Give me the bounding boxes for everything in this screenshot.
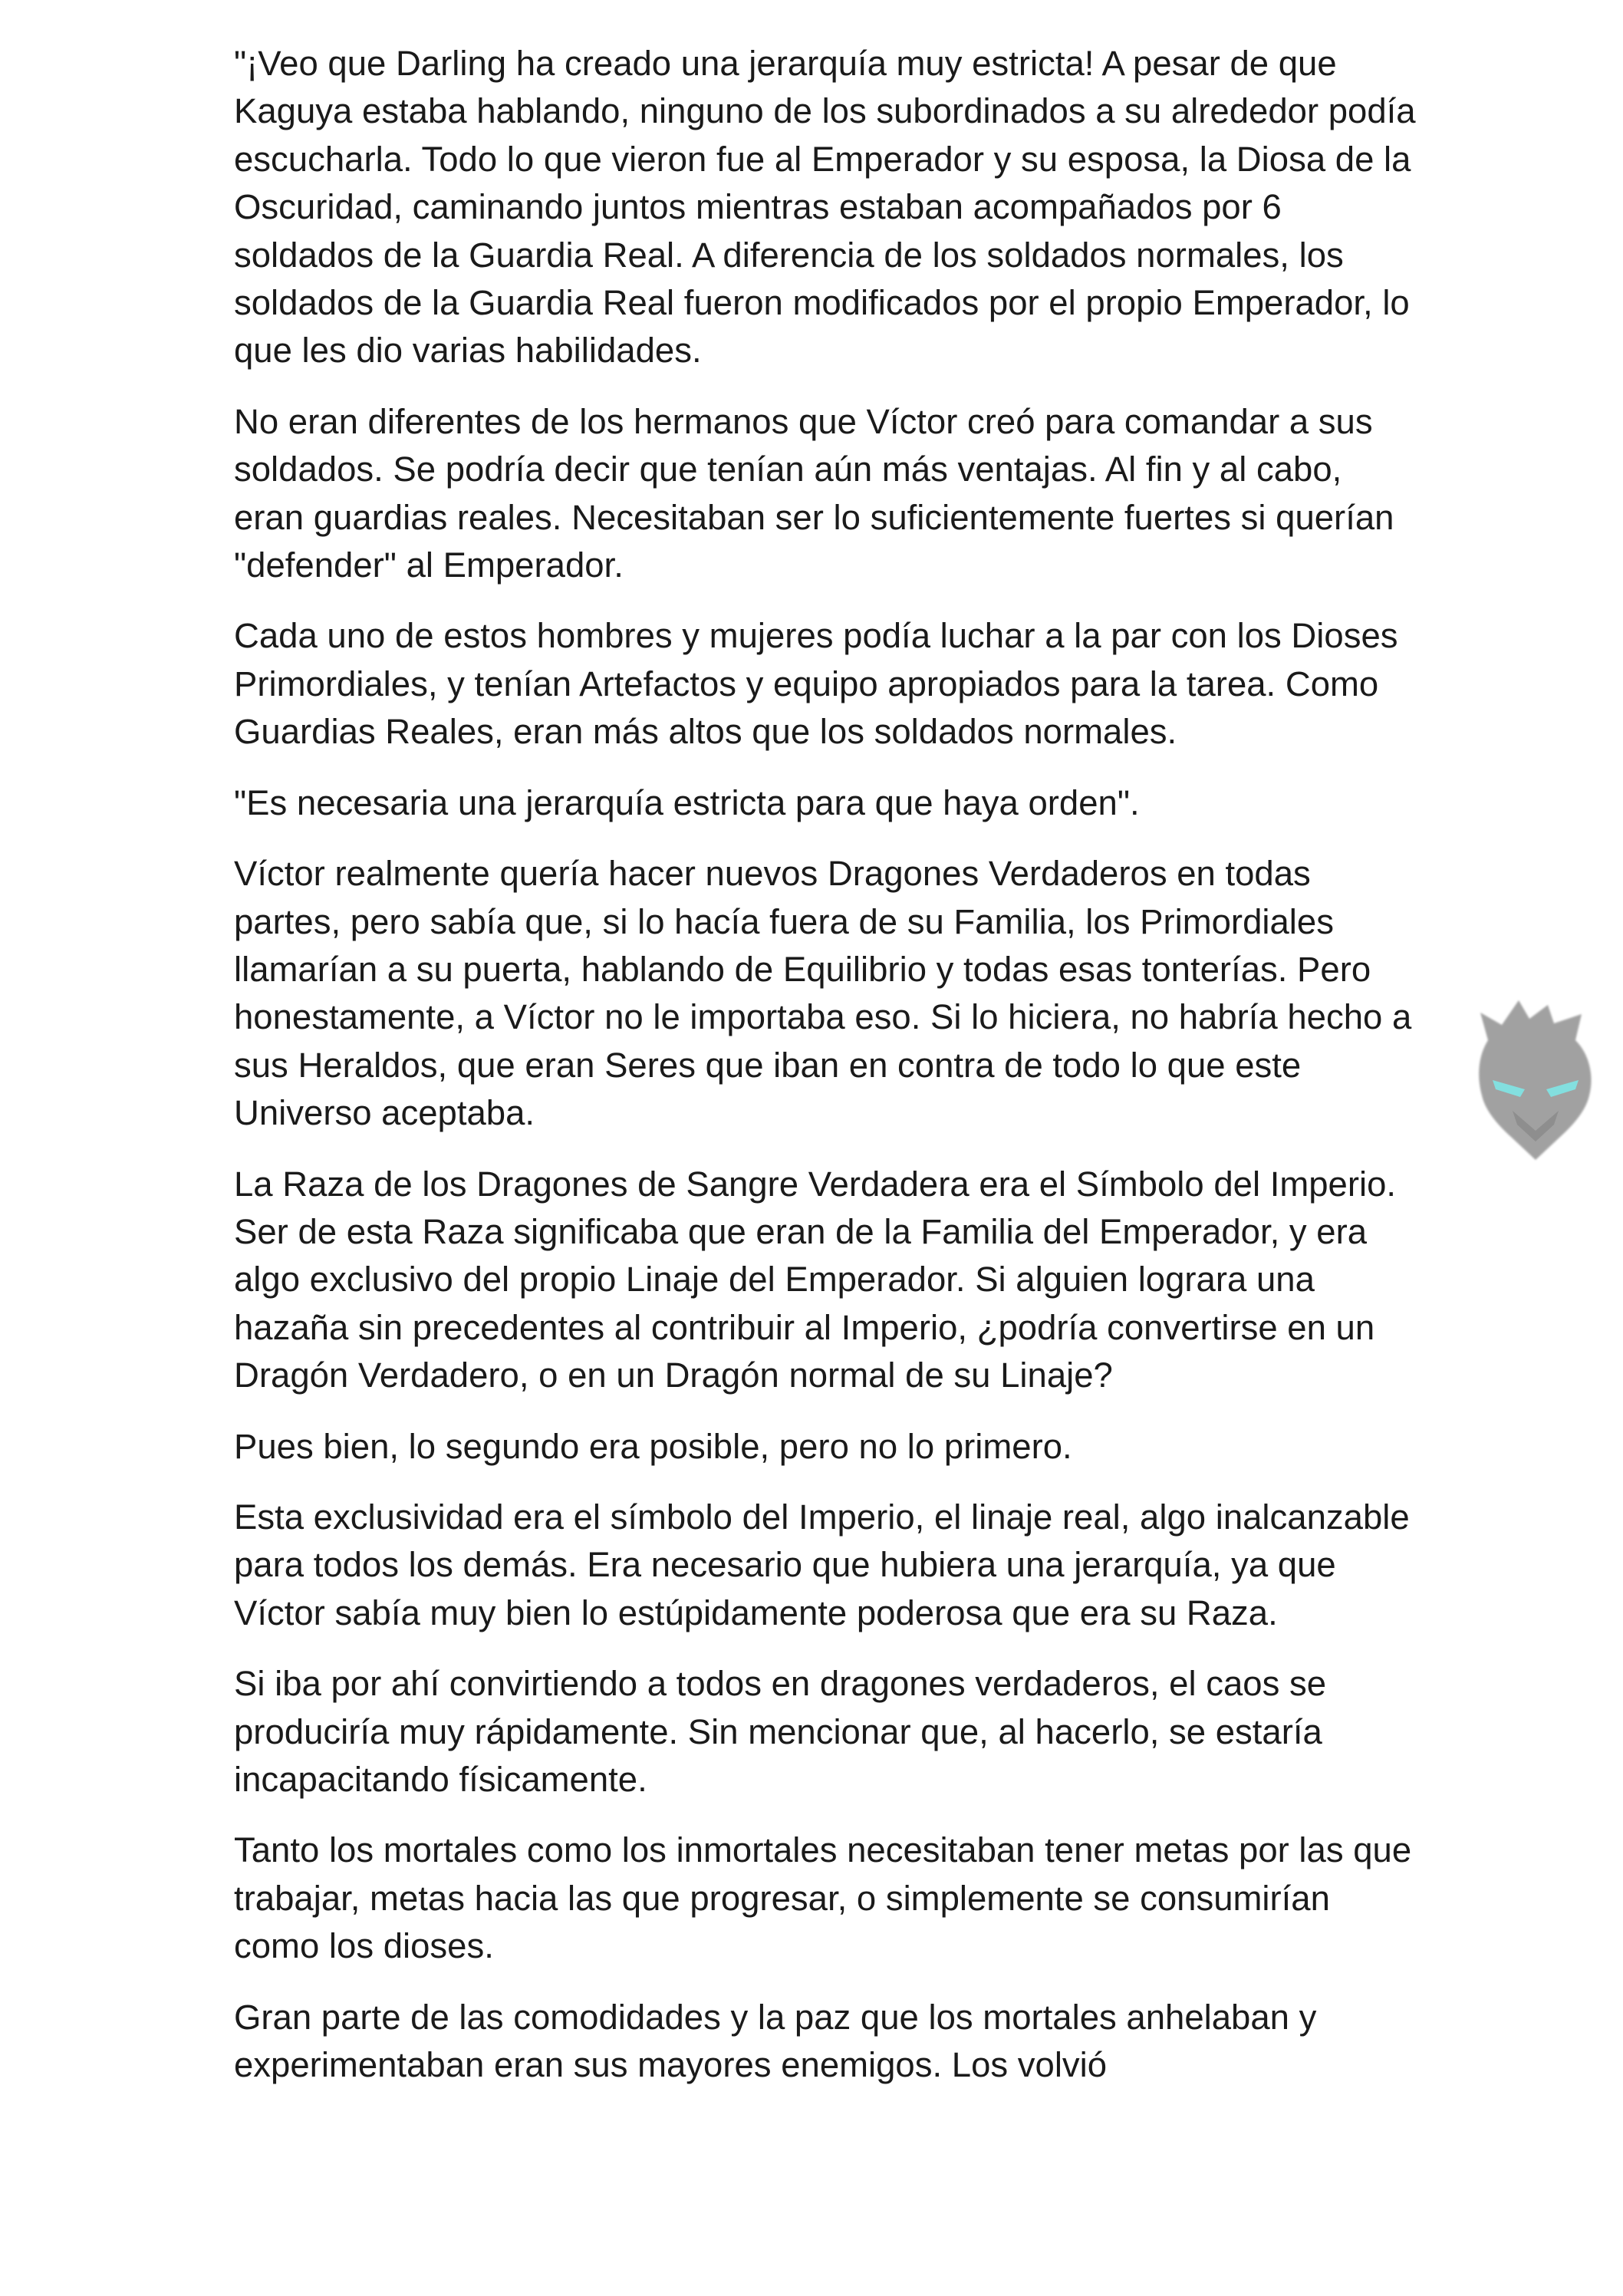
- paragraph: Cada uno de estos hombres y mujeres podía luchar a la par con los Dioses Primordiales, y tenían Artefactos y equipo apropiados para la tarea. Como Guardias Reales, eran más altos que los soldados normales.: [234, 616, 1398, 752]
- paragraph: "¡Veo que Darling ha creado una jerarquía muy estricta! A pesar de que Kaguya estaba hablando, ninguno de los subordinados a su alrededor podía escucharla. Todo lo que vieron fue al Emperador y su esposa, la Diosa de la Oscuridad, caminando juntos mientras estaban acompañados por 6 soldados de la Guardia Real. A diferencia de los soldados normales, los soldados de la Guardia Real fueron modificados por el propio Emperador, lo que les dio varias habilidades.: [234, 44, 1416, 371]
- paragraph: La Raza de los Dragones de Sangre Verdadera era el Símbolo del Imperio. Ser de esta Raza significaba que eran de la Familia del Emperador, y era algo exclusivo del propio Linaje del Emperador. Si alguien lograra una hazaña sin precedentes al contribuir al Imperio, ¿podría convertirse en un Dragón Verdadero, o en un Dragón normal de su Linaje?: [234, 1164, 1397, 1395]
- paragraph: Tanto los mortales como los inmortales necesitaban tener metas por las que trabajar, metas hacia las que progresar, o simplemente se consumirían como los dioses.: [234, 1830, 1412, 1966]
- paragraph: Pues bien, lo segundo era posible, pero no lo primero.: [234, 1426, 1072, 1466]
- paragraph: "Es necesaria una jerarquía estricta para que haya orden".: [234, 782, 1140, 822]
- paragraph: Víctor realmente quería hacer nuevos Dragones Verdaderos en todas partes, pero sabía que, si lo hacía fuera de su Familia, los Primordiales llamarían a su puerta, hablando de Equilibrio y todas esas tonterías. Pero honestamente, a Víctor no le importaba eso. Si lo hiciera, no habría hecho a sus Heraldos, que eran Seres que iban en contra de todo lo que este Universo aceptaba.: [234, 854, 1412, 1133]
- body-text: [234, 40, 1419, 2112]
- paragraph: No eran diferentes de los hermanos que Víctor creó para comandar a sus soldados. Se podría decir que tenían aún más ventajas. Al fin y al cabo, eran guardias reales. Necesitaban ser lo suficientemente fuertes si querían "defender" al Emperador.: [234, 401, 1394, 585]
- paragraph: Gran parte de las comodidades y la paz que los mortales anhelaban y experimentaban eran sus mayores enemigos. Los volvió: [234, 1997, 1317, 2085]
- paragraph: Esta exclusividad era el símbolo del Imperio, el linaje real, algo inalcanzable para todos los demás. Era necesario que hubiera una jerarquía, ya que Víctor sabía muy bien lo estúpidamente poderosa que era su Raza.: [234, 1497, 1410, 1632]
- demon-head-icon: [1474, 996, 1597, 1168]
- paragraph: Si iba por ahí convirtiendo a todos en dragones verdaderos, el caos se produciría muy rápidamente. Sin mencionar que, al hacerlo, se estaría incapacitando físicamente.: [234, 1664, 1327, 1799]
